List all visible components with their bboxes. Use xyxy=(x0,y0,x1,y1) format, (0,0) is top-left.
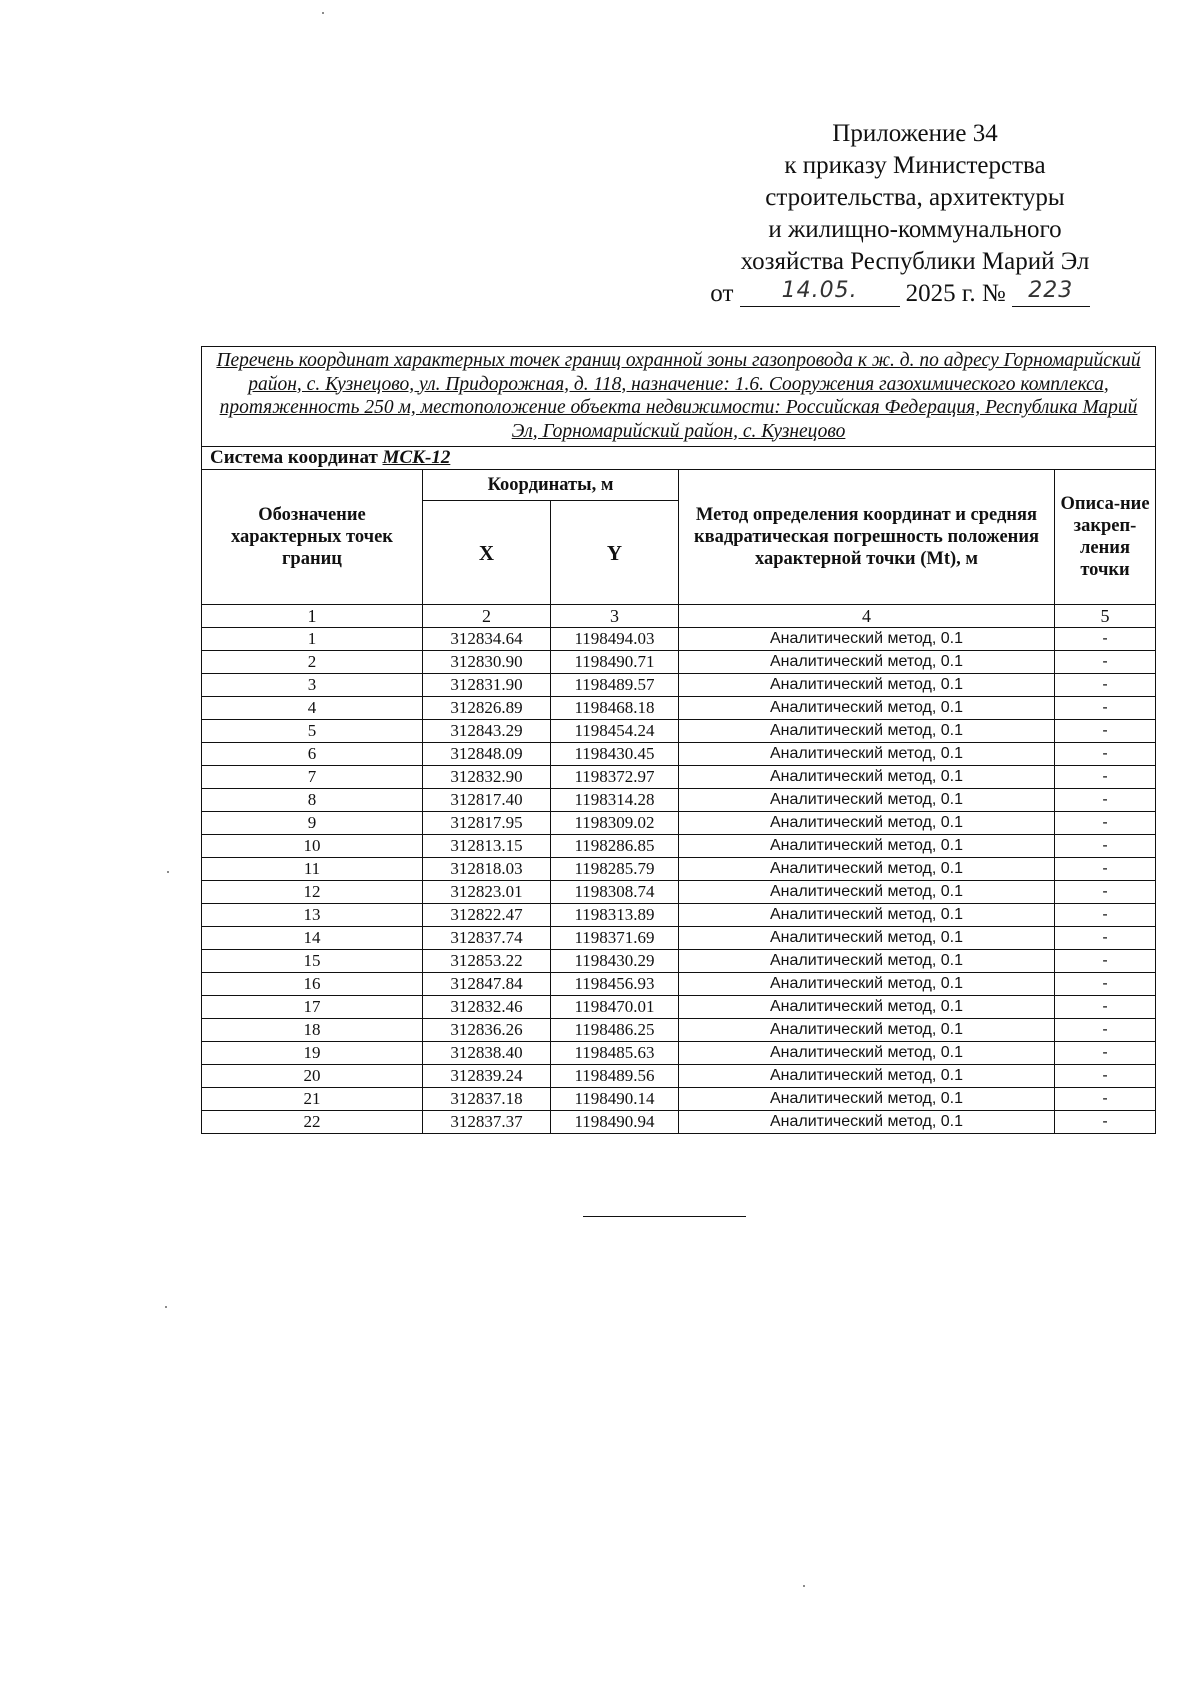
y-coordinate-cell: 1198494.03 xyxy=(551,628,679,651)
x-coordinate-cell: 312817.40 xyxy=(423,789,551,812)
point-number-cell: 12 xyxy=(202,881,423,904)
x-coordinate-cell: 312822.47 xyxy=(423,904,551,927)
header-order-line: к приказу Министерства xyxy=(784,152,1046,179)
method-cell: Аналитический метод, 0.1 xyxy=(679,812,1055,835)
description-cell: - xyxy=(1055,766,1156,789)
description-cell: - xyxy=(1055,697,1156,720)
table-row xyxy=(202,1065,1156,1088)
column-number-3: 3 xyxy=(551,605,679,628)
y-coordinate-cell: 1198286.85 xyxy=(551,835,679,858)
description-cell: - xyxy=(1055,858,1156,881)
description-cell: - xyxy=(1055,1019,1156,1042)
description-cell: - xyxy=(1055,743,1156,766)
y-coordinate-cell: 1198490.14 xyxy=(551,1088,679,1111)
table-row xyxy=(202,858,1156,881)
method-cell: Аналитический метод, 0.1 xyxy=(679,674,1055,697)
header-republic-line: хозяйства Республики Марий Эл xyxy=(740,248,1090,275)
description-cell: - xyxy=(1055,1065,1156,1088)
description-cell: - xyxy=(1055,927,1156,950)
header-housing-line: и жилищно-коммунального xyxy=(768,216,1062,243)
method-cell: Аналитический метод, 0.1 xyxy=(679,996,1055,1019)
x-coordinate-cell: 312838.40 xyxy=(423,1042,551,1065)
table-row xyxy=(202,743,1156,766)
x-coordinate-cell: 312834.64 xyxy=(423,628,551,651)
scan-speck xyxy=(165,1306,167,1308)
description-cell: - xyxy=(1055,628,1156,651)
y-coordinate-cell: 1198490.71 xyxy=(551,651,679,674)
table-row xyxy=(202,835,1156,858)
method-cell: Аналитический метод, 0.1 xyxy=(679,651,1055,674)
column-number-5: 5 xyxy=(1055,605,1156,628)
point-number-cell: 15 xyxy=(202,950,423,973)
scan-speck xyxy=(322,12,324,14)
x-coordinate-cell: 312830.90 xyxy=(423,651,551,674)
date-prefix: от xyxy=(710,280,734,307)
y-coordinate-cell: 1198454.24 xyxy=(551,720,679,743)
method-cell: Аналитический метод, 0.1 xyxy=(679,973,1055,996)
table-row xyxy=(202,973,1156,996)
column-number-2: 2 xyxy=(423,605,551,628)
table-row xyxy=(202,881,1156,904)
description-cell: - xyxy=(1055,1111,1156,1134)
point-number-cell: 20 xyxy=(202,1065,423,1088)
description-cell: - xyxy=(1055,674,1156,697)
header-appendix-line: Приложение 34 xyxy=(832,120,998,147)
x-coordinate-cell: 312837.37 xyxy=(423,1111,551,1134)
table-row xyxy=(202,996,1156,1019)
x-coordinate-cell: 312818.03 xyxy=(423,858,551,881)
point-number-cell: 18 xyxy=(202,1019,423,1042)
point-number-cell: 22 xyxy=(202,1111,423,1134)
method-cell: Аналитический метод, 0.1 xyxy=(679,881,1055,904)
header-x: X xyxy=(423,501,551,605)
description-cell: - xyxy=(1055,973,1156,996)
coordinates-table-body xyxy=(202,628,1156,1134)
y-coordinate-cell: 1198309.02 xyxy=(551,812,679,835)
method-cell: Аналитический метод, 0.1 xyxy=(679,628,1055,651)
y-coordinate-cell: 1198468.18 xyxy=(551,697,679,720)
y-coordinate-cell: 1198313.89 xyxy=(551,904,679,927)
date-blank xyxy=(740,278,900,307)
x-coordinate-cell: 312853.22 xyxy=(423,950,551,973)
y-coordinate-cell: 1198485.63 xyxy=(551,1042,679,1065)
description-cell: - xyxy=(1055,1088,1156,1111)
method-cell: Аналитический метод, 0.1 xyxy=(679,927,1055,950)
description-cell: - xyxy=(1055,904,1156,927)
coordinate-system-row xyxy=(202,447,1156,470)
point-number-cell: 17 xyxy=(202,996,423,1019)
point-number-cell: 2 xyxy=(202,651,423,674)
coordinate-system-label: Система координат xyxy=(210,447,378,468)
point-number-cell: 8 xyxy=(202,789,423,812)
y-coordinate-cell: 1198470.01 xyxy=(551,996,679,1019)
description-cell: - xyxy=(1055,950,1156,973)
x-coordinate-cell: 312837.74 xyxy=(423,927,551,950)
column-number-row xyxy=(202,605,1156,628)
coordinate-system-cell xyxy=(202,447,1156,470)
point-number-cell: 1 xyxy=(202,628,423,651)
method-cell: Аналитический метод, 0.1 xyxy=(679,789,1055,812)
table-row xyxy=(202,1042,1156,1065)
table-row xyxy=(202,789,1156,812)
method-cell: Аналитический метод, 0.1 xyxy=(679,950,1055,973)
y-coordinate-cell: 1198489.57 xyxy=(551,674,679,697)
method-cell: Аналитический метод, 0.1 xyxy=(679,1111,1055,1134)
point-number-cell: 9 xyxy=(202,812,423,835)
header-coordinates: Координаты, м xyxy=(423,470,679,501)
method-cell: Аналитический метод, 0.1 xyxy=(679,743,1055,766)
description-cell: - xyxy=(1055,651,1156,674)
header-ministry-line: строительства, архитектуры xyxy=(765,184,1065,211)
end-of-document-line xyxy=(583,1216,746,1217)
table-row xyxy=(202,628,1156,651)
number-blank xyxy=(1012,278,1090,307)
table-row xyxy=(202,1088,1156,1111)
y-coordinate-cell: 1198490.94 xyxy=(551,1111,679,1134)
table-row xyxy=(202,904,1156,927)
method-cell: Аналитический метод, 0.1 xyxy=(679,1065,1055,1088)
y-coordinate-cell: 1198489.56 xyxy=(551,1065,679,1088)
table-row xyxy=(202,697,1156,720)
header-date-line xyxy=(670,278,1130,310)
method-cell: Аналитический метод, 0.1 xyxy=(679,697,1055,720)
method-cell: Аналитический метод, 0.1 xyxy=(679,766,1055,789)
description-cell: - xyxy=(1055,1042,1156,1065)
x-coordinate-cell: 312817.95 xyxy=(423,812,551,835)
point-number-cell: 16 xyxy=(202,973,423,996)
description-cell: - xyxy=(1055,996,1156,1019)
handwritten-date: 14.05. xyxy=(781,278,858,303)
y-coordinate-cell: 1198372.97 xyxy=(551,766,679,789)
y-coordinate-cell: 1198314.28 xyxy=(551,789,679,812)
x-coordinate-cell: 312848.09 xyxy=(423,743,551,766)
table-title: Перечень координат характерных точек границ охранной зоны газопровода к ж. д. по адресу Горномарийский район, с. Кузнецово, ул. Придорожная, д. 118, назначение: 1.6. Сооружения газохимического комплекса, протяженность 250 м, местоположение объекта недвижимости: Российская Федерация, Республика Марий Эл, Горномарийский район, с. Кузнецово xyxy=(202,347,1156,447)
point-number-cell: 11 xyxy=(202,858,423,881)
year-number-label: 2025 г. № xyxy=(905,280,1006,307)
method-cell: Аналитический метод, 0.1 xyxy=(679,835,1055,858)
table-row xyxy=(202,651,1156,674)
x-coordinate-cell: 312847.84 xyxy=(423,973,551,996)
point-number-cell: 7 xyxy=(202,766,423,789)
point-number-cell: 14 xyxy=(202,927,423,950)
point-number-cell: 6 xyxy=(202,743,423,766)
method-cell: Аналитический метод, 0.1 xyxy=(679,1019,1055,1042)
table-title-row xyxy=(202,347,1156,447)
x-coordinate-cell: 312813.15 xyxy=(423,835,551,858)
y-coordinate-cell: 1198371.69 xyxy=(551,927,679,950)
method-cell: Аналитический метод, 0.1 xyxy=(679,1042,1055,1065)
handwritten-number: 223 xyxy=(1028,278,1074,303)
x-coordinate-cell: 312832.90 xyxy=(423,766,551,789)
x-coordinate-cell: 312836.26 xyxy=(423,1019,551,1042)
table-row xyxy=(202,927,1156,950)
table-row xyxy=(202,766,1156,789)
y-coordinate-cell: 1198430.29 xyxy=(551,950,679,973)
scan-speck xyxy=(167,871,169,873)
method-cell: Аналитический метод, 0.1 xyxy=(679,1088,1055,1111)
y-coordinate-cell: 1198285.79 xyxy=(551,858,679,881)
method-cell: Аналитический метод, 0.1 xyxy=(679,858,1055,881)
description-cell: - xyxy=(1055,835,1156,858)
y-coordinate-cell: 1198456.93 xyxy=(551,973,679,996)
x-coordinate-cell: 312831.90 xyxy=(423,674,551,697)
coordinates-table xyxy=(201,346,1156,1134)
x-coordinate-cell: 312839.24 xyxy=(423,1065,551,1088)
description-cell: - xyxy=(1055,881,1156,904)
header-point-designation: Обозначение характерных точек границ xyxy=(202,470,423,605)
point-number-cell: 4 xyxy=(202,697,423,720)
table-row xyxy=(202,1019,1156,1042)
coordinates-table-container xyxy=(201,346,1155,1134)
method-cell: Аналитический метод, 0.1 xyxy=(679,720,1055,743)
x-coordinate-cell: 312832.46 xyxy=(423,996,551,1019)
document-header xyxy=(700,118,1130,310)
description-cell: - xyxy=(1055,812,1156,835)
table-row xyxy=(202,1111,1156,1134)
table-row xyxy=(202,674,1156,697)
column-number-4: 4 xyxy=(679,605,1055,628)
header-y: Y xyxy=(551,501,679,605)
point-number-cell: 13 xyxy=(202,904,423,927)
point-number-cell: 21 xyxy=(202,1088,423,1111)
y-coordinate-cell: 1198430.45 xyxy=(551,743,679,766)
point-number-cell: 3 xyxy=(202,674,423,697)
header-method: Метод определения координат и средняя квадратическая погрешность положения характерной точки (Mt), м xyxy=(679,470,1055,605)
x-coordinate-cell: 312823.01 xyxy=(423,881,551,904)
table-row xyxy=(202,950,1156,973)
method-cell: Аналитический метод, 0.1 xyxy=(679,904,1055,927)
coordinate-system-value: МСК-12 xyxy=(382,447,451,468)
header-row-top xyxy=(202,470,1156,501)
x-coordinate-cell: 312837.18 xyxy=(423,1088,551,1111)
y-coordinate-cell: 1198308.74 xyxy=(551,881,679,904)
header-description: Описа-ние закреп-ления точки xyxy=(1055,470,1156,605)
table-row xyxy=(202,720,1156,743)
scan-speck xyxy=(803,1585,805,1587)
description-cell: - xyxy=(1055,789,1156,812)
point-number-cell: 5 xyxy=(202,720,423,743)
point-number-cell: 19 xyxy=(202,1042,423,1065)
x-coordinate-cell: 312826.89 xyxy=(423,697,551,720)
column-number-1: 1 xyxy=(202,605,423,628)
point-number-cell: 10 xyxy=(202,835,423,858)
table-row xyxy=(202,812,1156,835)
x-coordinate-cell: 312843.29 xyxy=(423,720,551,743)
y-coordinate-cell: 1198486.25 xyxy=(551,1019,679,1042)
description-cell: - xyxy=(1055,720,1156,743)
